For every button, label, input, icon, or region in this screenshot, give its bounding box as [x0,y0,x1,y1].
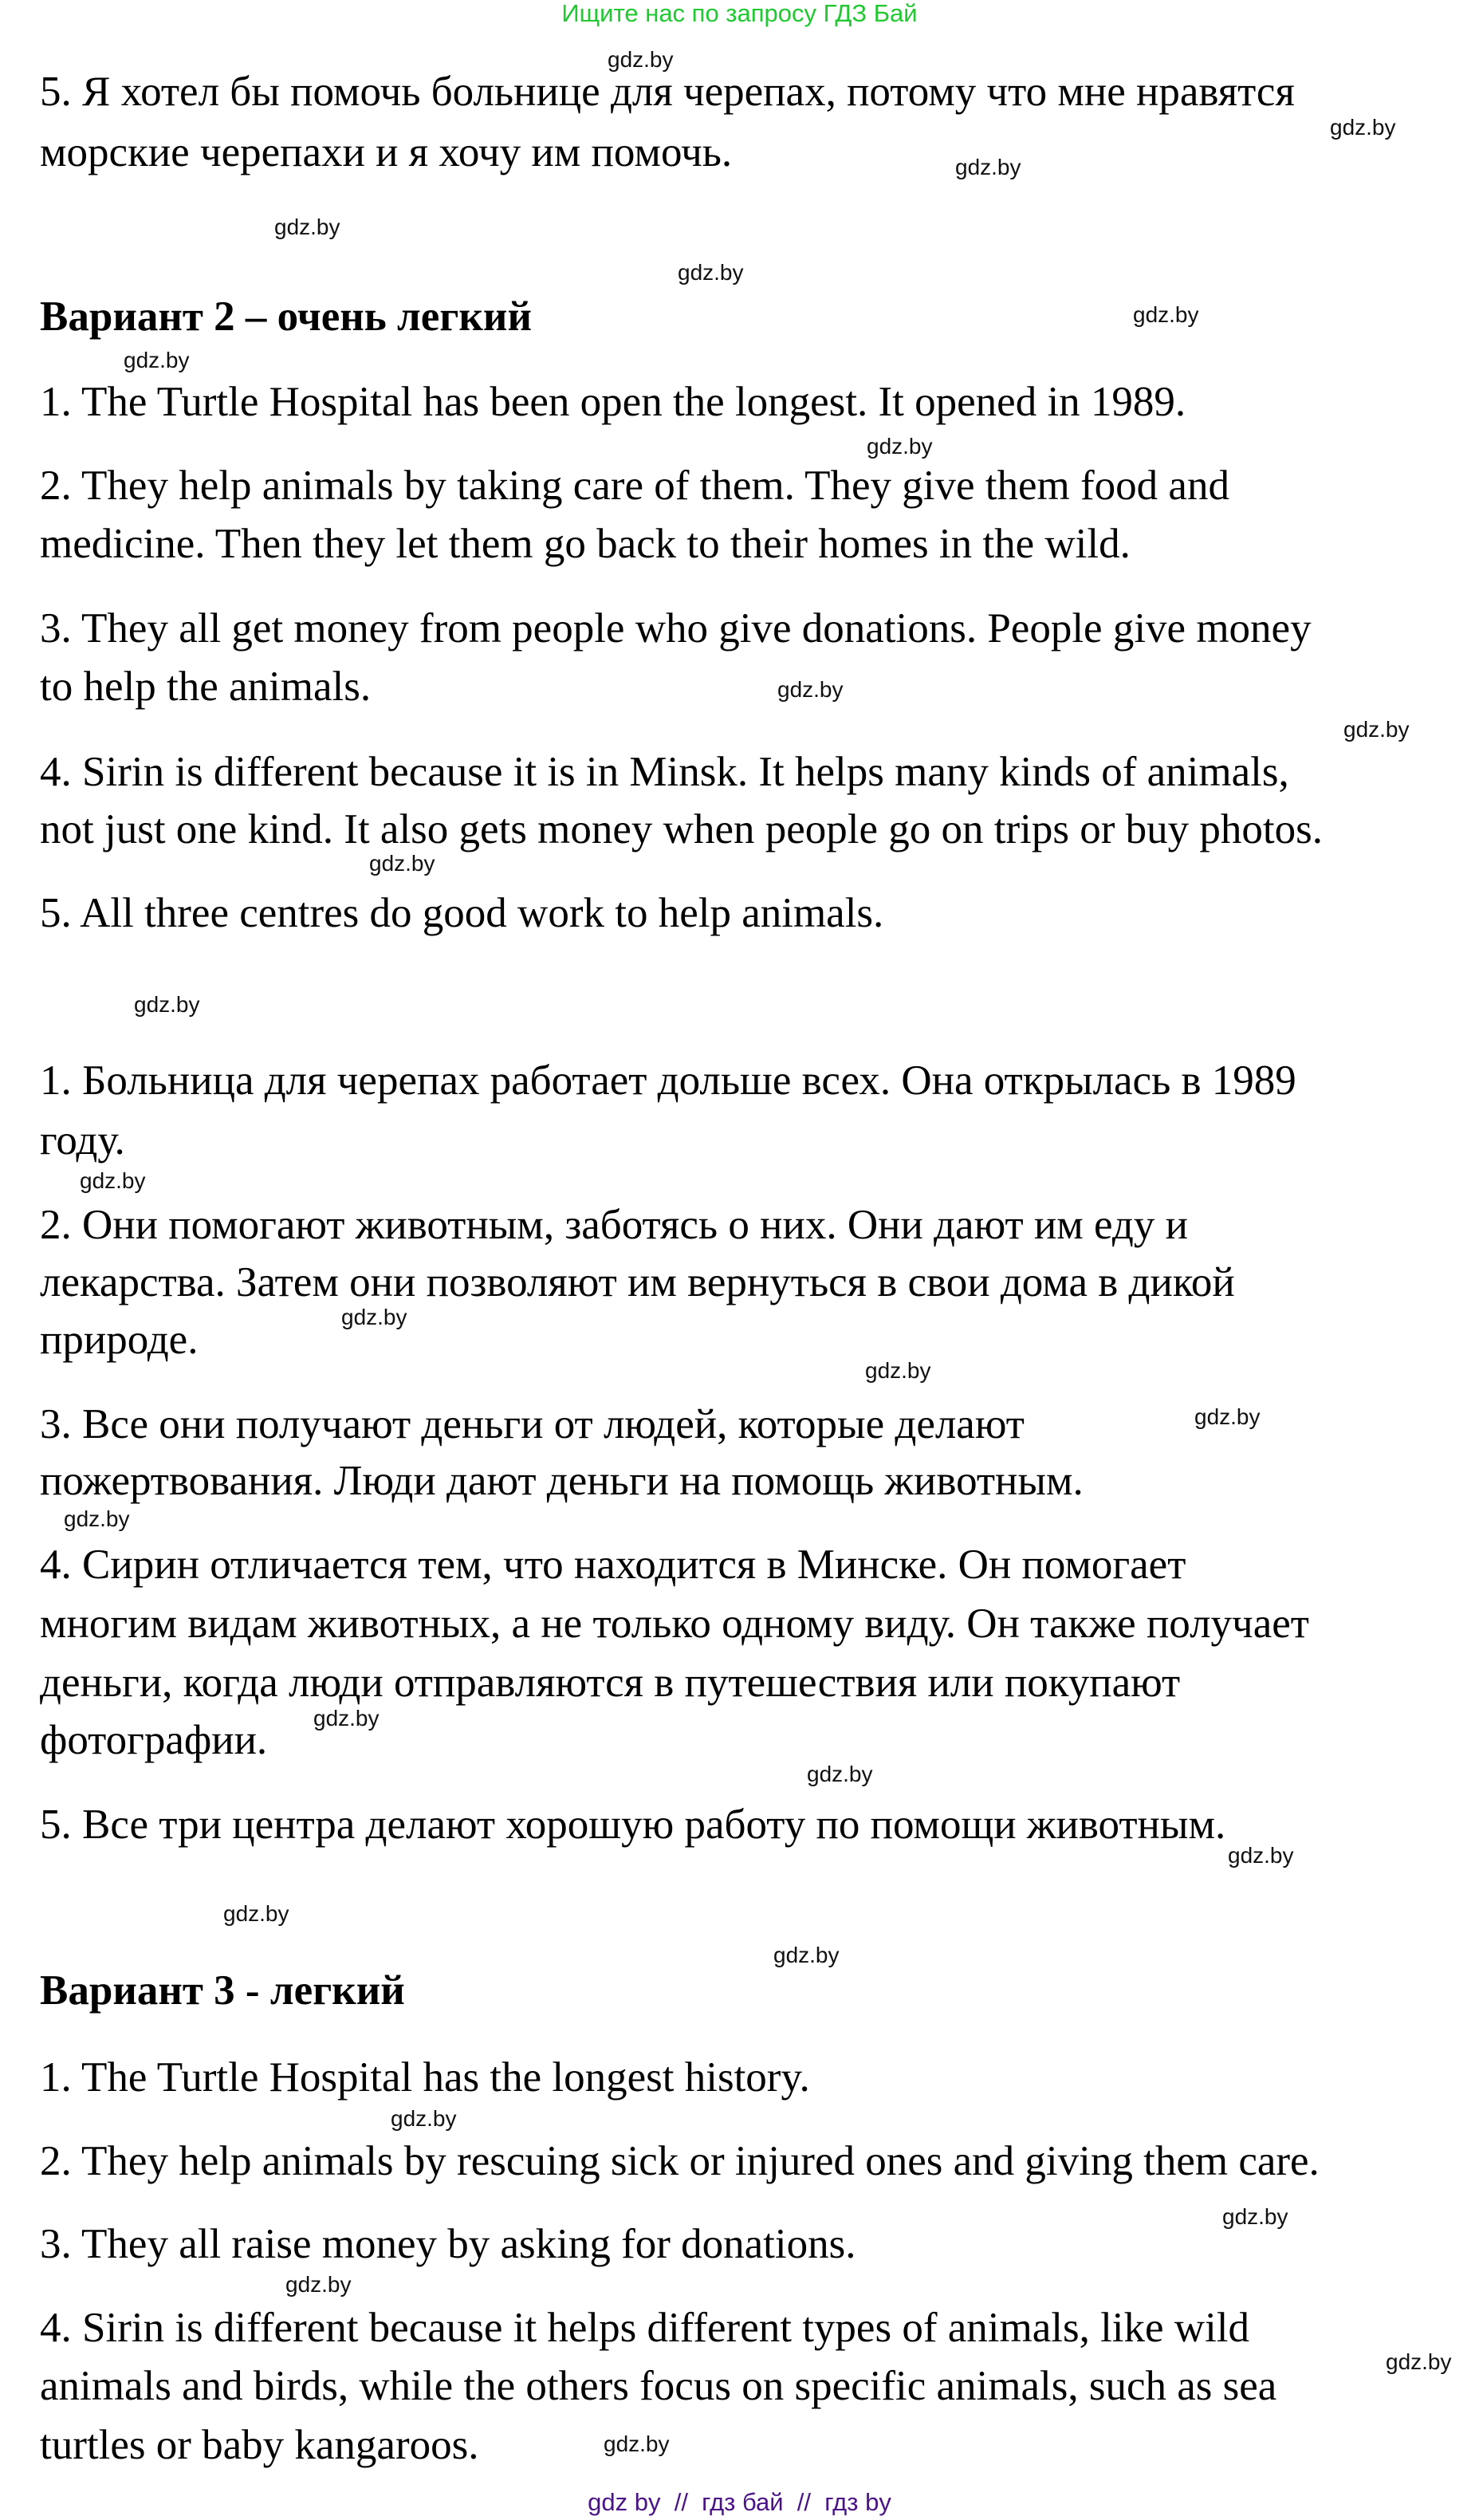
watermark: gdz.by [865,1358,931,1383]
text-line: 1. The Turtle Hospital has the longest history. [40,2054,810,2101]
watermark: gdz.by [274,215,340,239]
text-line: 2. They help animals by taking care of them. They give them food and [40,463,1229,509]
watermark: gdz.by [124,348,190,372]
watermark: gdz.by [773,1943,840,1967]
text-line: 5. Все три центра делают хорошую работу по помощи животным. [40,1801,1226,1848]
text-line: 5. Я хотел бы помочь больнице для черепах, потому что мне нравятся [40,69,1295,115]
watermark: gdz.by [64,1506,130,1531]
text-line: 1. Больница для черепах работает дольше всех. Она открылась в 1989 [40,1057,1296,1104]
text-line: to help the animals. [40,663,372,710]
watermark: gdz.by [341,1305,407,1329]
watermark: gdz.by [1133,302,1199,327]
text-line: 1. The Turtle Hospital has been open the longest. It opened in 1989. [40,379,1186,425]
text-line: turtles or baby kangaroos. [40,2422,479,2468]
watermark: gdz.by [955,155,1021,179]
text-line: морские черепахи и я хочу им помочь. [40,129,733,175]
watermark: gdz.by [1222,2204,1288,2229]
watermark: gdz.by [807,1762,873,1786]
watermark: gdz.by [678,260,744,285]
text-line: 4. Сирин отличается тем, что находится в Минске. Он помогает [40,1542,1186,1588]
search-hint-banner: Ищите нас по запросу ГДЗ Бай [561,0,918,27]
text-line: 3. Все они получают деньги от людей, которые делают [40,1401,1025,1447]
watermark: gdz.by [391,2106,457,2131]
text-line: многим видам животных, а не только одному виду. Он также получает [40,1601,1309,1647]
text-line: деньги, когда люди отправляются в путешествия или покупают [40,1660,1181,1706]
text-line: 3. They all get money from people who give donations. People give money [40,605,1312,652]
watermark: gdz.by [223,1901,289,1926]
text-line: 4. Sirin is different because it helps different types of animals, like wild [40,2305,1250,2351]
watermark: gdz.by [285,2272,352,2297]
watermark: gdz.by [1343,717,1410,742]
watermark: gdz.by [608,47,674,72]
text-line: 4. Sirin is different because it is in Minsk. It helps many kinds of animals, [40,749,1289,795]
section-heading-variant-3: Вариант 3 - легкий [40,1967,405,2014]
text-line: 5. All three centres do good work to help animals. [40,890,884,936]
text-line: 2. They help animals by rescuing sick or injured ones and giving them care. [40,2138,1320,2184]
footer-links[interactable]: gdz by // гдз бай // гдз by [588,2488,891,2516]
watermark: gdz.by [134,992,200,1017]
watermark: gdz.by [1386,2349,1452,2374]
watermark: gdz.by [777,677,844,702]
text-line: animals and birds, while the others focus on specific animals, such as sea [40,2363,1277,2409]
text-line: 3. They all raise money by asking for donations. [40,2221,856,2267]
watermark: gdz.by [867,434,933,459]
text-line: medicine. Then they let them go back to their homes in the wild. [40,521,1131,567]
text-line: природе. [40,1317,199,1363]
watermark: gdz.by [1228,1843,1294,1868]
watermark: gdz.by [1194,1404,1261,1429]
text-line: фотографии. [40,1717,268,1763]
watermark: gdz.by [80,1168,146,1193]
text-line: пожертвования. Люди дают деньги на помощь животным. [40,1458,1084,1504]
section-heading-variant-2: Вариант 2 – очень легкий [40,293,532,340]
watermark: gdz.by [604,2431,670,2456]
text-line: not just one kind. It also gets money when people go on trips or buy photos. [40,806,1323,852]
text-line: году. [40,1117,125,1164]
text-line: лекарства. Затем они позволяют им вернуться в свои дома в дикой [40,1259,1235,1305]
watermark: gdz.by [313,1706,380,1731]
watermark: gdz.by [369,851,435,876]
text-line: 2. Они помогают животным, заботясь о них. Они дают им еду и [40,1202,1188,1248]
watermark: gdz.by [1330,115,1396,140]
